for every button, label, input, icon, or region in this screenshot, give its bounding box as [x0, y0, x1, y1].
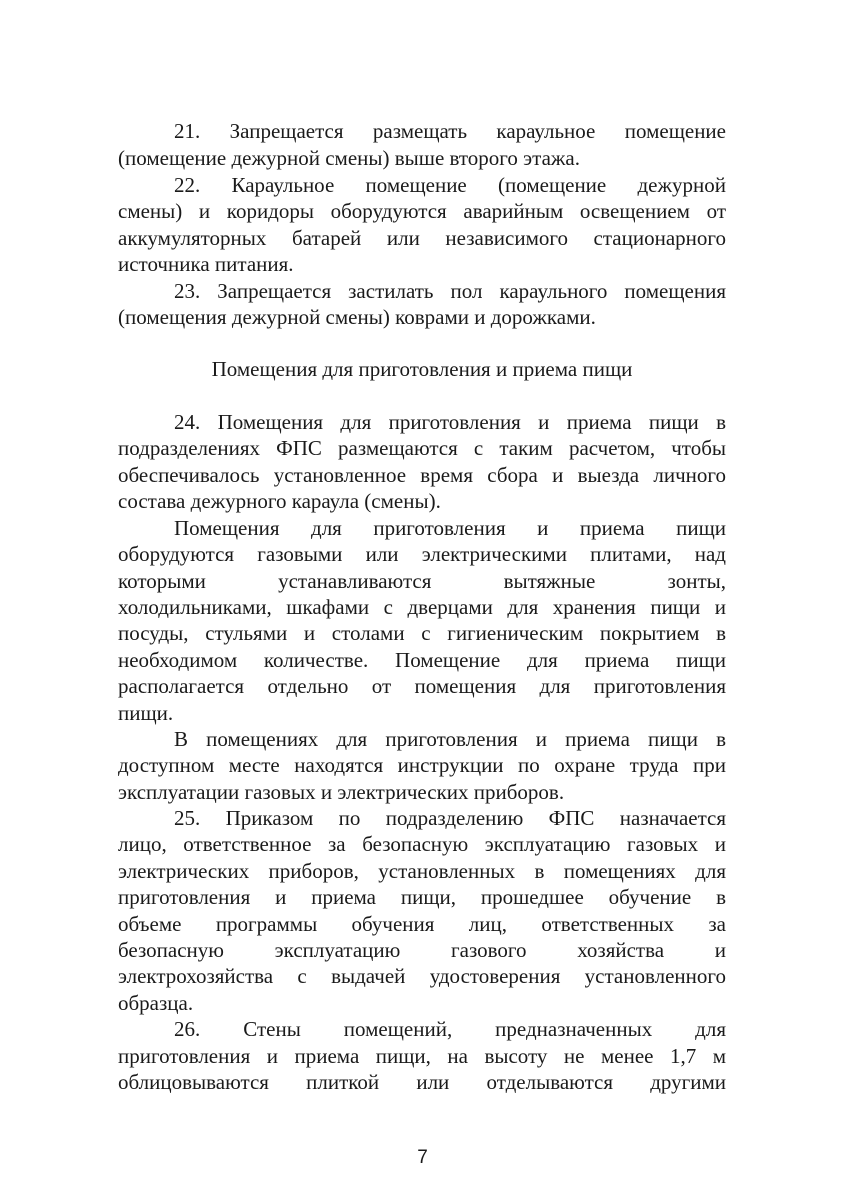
p24b-line-8: пищи.	[118, 701, 174, 725]
p23-line-2: (помещения дежурной смены) коврами и дорожками.	[118, 305, 596, 329]
page-number: 7	[417, 1147, 428, 1168]
p24b-line-6: необходимом количестве. Помещение для приема пищи	[118, 648, 726, 672]
p24b-line-4: холодильниками, шкафами с дверцами для хранения пищи и	[118, 595, 726, 619]
p24c-line-2: доступном месте находятся инструкции по охране труда при	[118, 753, 726, 777]
section-heading: Помещения для приготовления и приема пищи	[211, 357, 633, 381]
p24-line-4: состава дежурного караула (смены).	[118, 489, 441, 513]
p25-line-2: лицо, ответственное за безопасную эксплуатацию газовых и	[118, 832, 726, 856]
p21-line-2: (помещение дежурной смены) выше второго этажа.	[118, 146, 580, 170]
p24-line-3: обеспечивалось установленное время сбора и выезда личного	[118, 463, 726, 487]
p26-line-2: приготовления и приема пищи, на высоту не менее 1,7 м	[118, 1044, 726, 1068]
p24-line-1: 24. Помещения для приготовления и приема пищи в	[174, 410, 726, 434]
p24-line-2: подразделениях ФПС размещаются с таким расчетом, чтобы	[118, 436, 726, 460]
p24c-line-3: эксплуатации газовых и электрических приборов.	[118, 780, 565, 804]
p25-line-5: объеме программы обучения лиц, ответственных за	[118, 912, 726, 936]
p25-line-4: приготовления и приема пищи, прошедшее обучение в	[118, 885, 726, 909]
p23-line-1: 23. Запрещается застилать пол караульного помещения	[174, 279, 726, 303]
p26-line-1: 26. Стены помещений, предназначенных для	[174, 1017, 726, 1041]
p24b-line-2: оборудуются газовыми или электрическими плитами, над	[118, 542, 726, 566]
p22-line-3: аккумуляторных батарей или независимого стационарного	[118, 226, 726, 250]
p25-line-7: электрохозяйства с выдачей удостоверения установленного	[118, 964, 726, 988]
p24b-line-5: посуды, стульями и столами с гигиеническим покрытием в	[118, 621, 726, 645]
p24b-line-3: которыми устанавливаются вытяжные зонты,	[118, 569, 726, 593]
p25-line-6: безопасную эксплуатацию газового хозяйства и	[118, 938, 726, 962]
p26-line-3: облицовываются плиткой или отделываются другими	[118, 1070, 726, 1094]
p22-line-2: смены) и коридоры оборудуются аварийным освещением от	[118, 199, 726, 223]
p21-line-1: 21. Запрещается размещать караульное помещение	[174, 119, 726, 143]
p25-line-1: 25. Приказом по подразделению ФПС назначается	[174, 806, 726, 830]
p25-line-8: образца.	[118, 991, 194, 1015]
p22-line-1: 22. Караульное помещение (помещение дежурной	[174, 173, 726, 197]
p24b-line-1: Помещения для приготовления и приема пищи	[174, 516, 726, 540]
p24b-line-7: располагается отдельно от помещения для приготовления	[118, 674, 726, 698]
p24c-line-1: В помещениях для приготовления и приема пищи в	[174, 727, 726, 751]
p22-line-4: источника питания.	[118, 252, 294, 276]
p25-line-3: электрических приборов, установленных в помещениях для	[118, 859, 726, 883]
